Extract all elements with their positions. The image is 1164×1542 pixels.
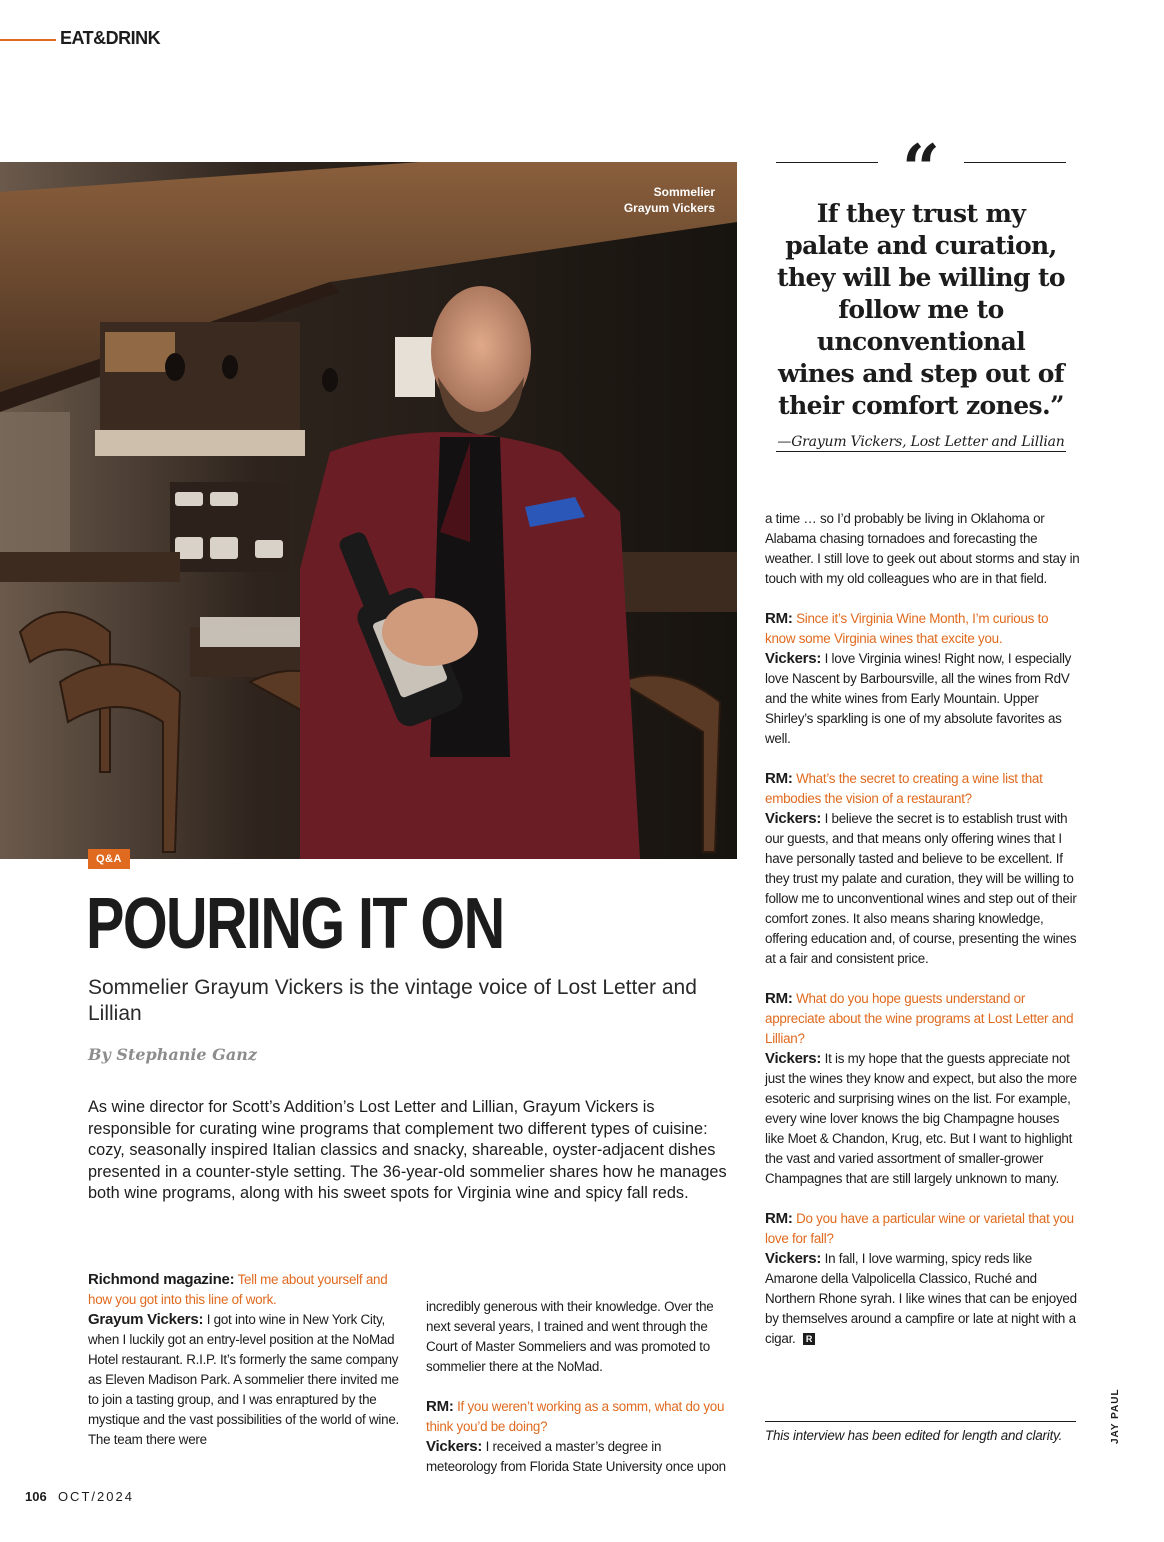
answer-block-4 [765, 809, 1081, 969]
answer-block-6 [765, 1249, 1081, 1349]
pull-quote-text: If they trust my palate and curation, they will be willing to follow me to unconventional wines and step out of their comfort zones.” [777, 199, 1065, 420]
qa-block-1 [88, 1270, 406, 1310]
answer-text: I believe the secret is to establish trust with our guests, and that means only offering wines that I have personally tasted and believe to be excellent. If they trust my palate and curation, they will be willing to follow me to unconventional wines and step out of their comfort zones. It also means sharing knowledge, offering education and, of course, presenting the wines at a fair and consistent price. [765, 811, 1077, 966]
photo-caption [624, 184, 715, 216]
qa-block-3 [765, 609, 1081, 649]
sommelier-photo [0, 162, 737, 859]
body-column-3 [765, 509, 1081, 1349]
answer-block-1 [88, 1310, 406, 1450]
question-text: What do you hope guests understand or appreciate about the wine programs at Lost Letter and Lillian? [765, 991, 1074, 1046]
answer-continuation-2: a time … so I’d probably be living in Oklahoma or Alabama chasing tornadoes and forecasting the weather. I still love to geek out about storms and stay in touch with my old colleagues who are in that field. [765, 511, 1080, 586]
headline: POURING IT ON [86, 884, 504, 964]
intro-paragraph: As wine director for Scott’s Addition’s Lost Letter and Lillian, Grayum Vickers is responsible for curating wine programs that complement two different types of cuisine: cozy, seasonally inspired Italian classics and snacky, shareable, oyster-adjacent dishes presented in a counter-style setting. The 36-year-old sommelier shares how he manages both wine programs, along with his sweet spots for Virginia wine and spicy fall reds. [88, 1098, 727, 1202]
question-speaker: RM: [765, 990, 793, 1007]
pull-quote [776, 130, 1066, 450]
qa-block-5 [765, 989, 1081, 1049]
question-speaker: RM: [765, 1210, 793, 1227]
qa-block-2 [426, 1397, 726, 1437]
answer-block-3 [765, 649, 1081, 749]
photo-credit-text: JAY PAUL [1110, 1388, 1121, 1444]
answer-text: I got into wine in New York City, when I luckily got an entry-level position at the NoMad Hotel restaurant. R.I.P. It’s formerly the same company as Eleven Madison Park. A sommelier there invited me to join a tasting group, and I was enraptured by the mystique and the vast possibilities of the world of wine. The team there were [88, 1312, 400, 1447]
answer-speaker: Vickers: [765, 1250, 822, 1267]
end-mark-icon: R [803, 1333, 815, 1345]
quote-rule-right [964, 162, 1066, 163]
question-speaker: RM: [765, 610, 793, 627]
answer-speaker: Vickers: [765, 810, 822, 827]
answer-continuation-1: incredibly generous with their knowledge. Over the next several years, I trained and went through the Court of Master Sommeliers and was promoted to sommelier there at the NoMad. [426, 1299, 714, 1374]
section-tag: Q&A [88, 849, 130, 869]
section-label: EAT&DRINK [60, 28, 161, 48]
answer-text: I love Virginia wines! Right now, I especially love Nascent by Barboursville, all the wines from RdV and the white wines from Early Mountain. Upper Shirley’s sparkling is one of my absolute favorites as well. [765, 651, 1072, 746]
answer-block-5 [765, 1049, 1081, 1189]
pull-quote-attribution: —Grayum Vickers, Lost Letter and Lillian [777, 434, 1065, 450]
question-speaker: Richmond magazine: [88, 1271, 235, 1288]
answer-speaker: Vickers: [426, 1438, 483, 1455]
issue-year: 2024 [97, 1489, 134, 1504]
byline: By Stephanie Ganz [88, 1045, 257, 1064]
editor-note-rule [765, 1421, 1076, 1422]
dek: Sommelier Grayum Vickers is the vintage voice of Lost Letter and Lillian [88, 976, 697, 1025]
answer-speaker: Grayum Vickers: [88, 1311, 204, 1328]
body-column-1 [88, 1270, 406, 1450]
answer-text: I received a master’s degree in meteorology from Florida State University once upon [426, 1439, 726, 1474]
quote-rule-left [776, 162, 878, 163]
question-text: If you weren’t working as a somm, what do you think you’d be doing? [426, 1399, 725, 1434]
question-text: Since it’s Virginia Wine Month, I’m curious to know some Virginia wines that excite you. [765, 611, 1049, 646]
quote-rule-bottom [776, 451, 1066, 452]
question-text: Do you have a particular wine or varietal that you love for fall? [765, 1211, 1074, 1246]
section-rule [0, 39, 56, 41]
folio: 106 OCT/2024 [25, 1489, 134, 1504]
photo-credit [1110, 1388, 1130, 1444]
photo-caption-line-2: Grayum Vickers [623, 201, 715, 215]
photo-caption-line-1: Sommelier [653, 185, 715, 199]
answer-speaker: Vickers: [765, 650, 822, 667]
question-text: Tell me about yourself and how you got into this line of work. [88, 1272, 388, 1307]
answer-block-2 [426, 1437, 726, 1477]
quote-mark-row [776, 130, 1066, 208]
question-text: What’s the secret to creating a wine list that embodies the vision of a restaurant? [765, 771, 1043, 806]
qa-block-4 [765, 769, 1081, 809]
body-column-2 [426, 1297, 726, 1477]
editor-note: This interview has been edited for length and clarity. [765, 1428, 1063, 1443]
page-number: 106 [25, 1489, 47, 1504]
answer-text: In fall, I love warming, spicy reds like Amarone della Valpolicella Classico, Ruché and Northern Rhone syrah. I like wines that can be enjoyed by themselves around a campfire or late at night with a cigar. [765, 1251, 1077, 1346]
qa-block-6 [765, 1209, 1081, 1249]
question-speaker: RM: [426, 1398, 454, 1415]
question-speaker: RM: [765, 770, 793, 787]
issue-month: OCT [57, 1489, 92, 1504]
answer-text: It is my hope that the guests appreciate not just the wines they know and expect, but also the more esoteric and surprising wines on the list. For example, every wine lover knows the big Champagne houses like Moet & Chandon, Krug, etc. But I want to highlight the vast and varied assortment of smaller-grower Champagnes that are still largely unknown to many. [765, 1051, 1077, 1186]
answer-speaker: Vickers: [765, 1050, 822, 1067]
quote-mark-icon: “ [902, 130, 940, 208]
